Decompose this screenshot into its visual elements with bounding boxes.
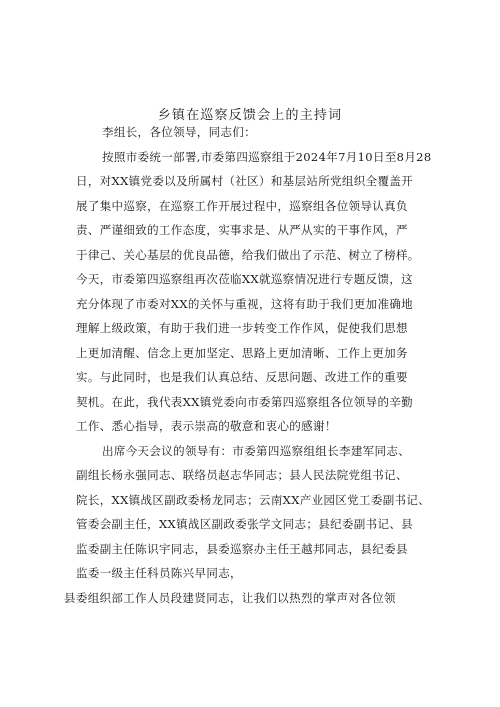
paragraph-line: 于律己、关心基层的优良品德，给我们做出了示范、树立了榜样。 <box>76 248 420 262</box>
paragraph-line: 监委副主任陈识宇同志，县委巡察办主任王越邦同志，县纪委县 <box>76 542 408 556</box>
paragraph-line: 按照市委统一部署,市委第四巡察组于2024年7月10日至8月28 <box>102 150 432 164</box>
paragraph-line: 责、严谨细致的工作态度，实事求是、从严从实的干事作风，严 <box>76 223 408 237</box>
paragraph-line: 上更加清醒、信念上更加坚定、思路上更加清晰、工作上更加务 <box>76 346 408 360</box>
paragraph-line: 出席今天会议的领导有：市委第四巡察组组长李建军同志、 <box>102 444 411 458</box>
salutation-line: 李组长，各位领导，同志们： <box>102 125 257 139</box>
paragraph-line: 今天，市委第四巡察组再次莅临XX就巡察情况进行专题反馈，这 <box>76 272 414 286</box>
paragraph-line: 展了集中巡察，在巡察工作开展过程中，巡察组各位领导认真负 <box>76 199 408 213</box>
paragraph-line: 副组长杨永强同志、联络员赵志华同志；县人民法院党组书记、 <box>76 468 408 482</box>
paragraph-line: 理解上级政策，有助于我们进一步转变工作作风，促使我们思想 <box>76 321 408 335</box>
paragraph-line: 工作、悉心指导，表示崇高的敬意和衷心的感谢！ <box>76 419 337 433</box>
paragraph-line: 实。与此同时，也是我们认真总结、反思问题、改进工作的重要 <box>76 370 408 384</box>
document-title: 乡镇在巡察反馈会上的主持词 <box>157 108 343 123</box>
paragraph-line: 日，对XX镇党委以及所属村（社区）和基层站所党组织全覆盖开 <box>76 174 414 188</box>
paragraph-line: 县委组织部工作人员段建贤同志，让我们以热烈的掌声对各位领 <box>64 591 396 605</box>
paragraph-line: 契机。在此，我代表XX镇党委向市委第四巡察组各位领导的辛勤 <box>76 395 414 409</box>
paragraph-line: 管委会副主任，XX镇战区副政委张学文同志；县纪委副书记、县 <box>76 517 414 531</box>
paragraph-line: 院长，XX镇战区副政委杨龙同志；云南XX产业园区党工委副书记、 <box>76 493 431 507</box>
paragraph-line: 充分体现了市委对XX的关怀与重视，这将有助于我们更加准确地 <box>76 297 414 311</box>
paragraph-line: 监委一级主任科员陈兴早同志， <box>76 566 242 580</box>
